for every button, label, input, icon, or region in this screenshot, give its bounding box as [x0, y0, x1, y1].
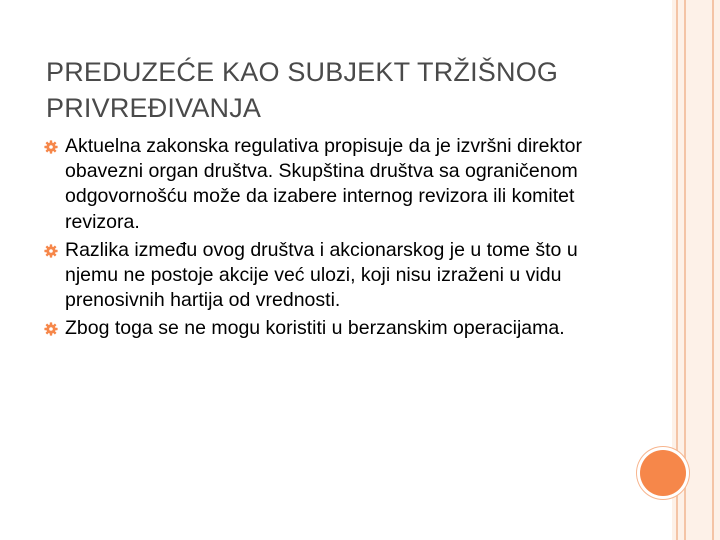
bullet-item — [44, 134, 604, 235]
slide-title-line: PREDUZEĆE KAO SUBJEKT TRŽIŠNOG — [46, 57, 559, 88]
bullet-list — [44, 134, 604, 345]
side-decorative-line — [684, 0, 686, 540]
slide-title-line: PRIVREĐIVANJA — [46, 93, 262, 124]
bullet-text: Aktuelna zakonska regulativa propisuje da je izvršni direktor obavezni organ društva. Skupština društva sa ograničenom odgovornošću može da izabere internog revizora ili komitet revizora. — [65, 135, 583, 233]
slide-title — [46, 54, 646, 126]
bullet-item — [44, 316, 604, 341]
side-decorative-line — [712, 0, 714, 540]
bullet-text: Zbog toga se ne mogu koristiti u berzanskim operacijama. — [65, 317, 565, 340]
bullet-item — [44, 238, 604, 314]
gear-icon — [44, 244, 58, 258]
gear-icon — [44, 140, 58, 154]
gear-icon — [44, 322, 58, 336]
bullet-text: Razlika između ovog društva i akcionarskog je u tome što u njemu ne postoje akcije već ulozi, koji nisu izraženi u vidu prenosivnih hartija od vrednosti. — [65, 238, 578, 312]
accent-circle — [640, 450, 686, 496]
